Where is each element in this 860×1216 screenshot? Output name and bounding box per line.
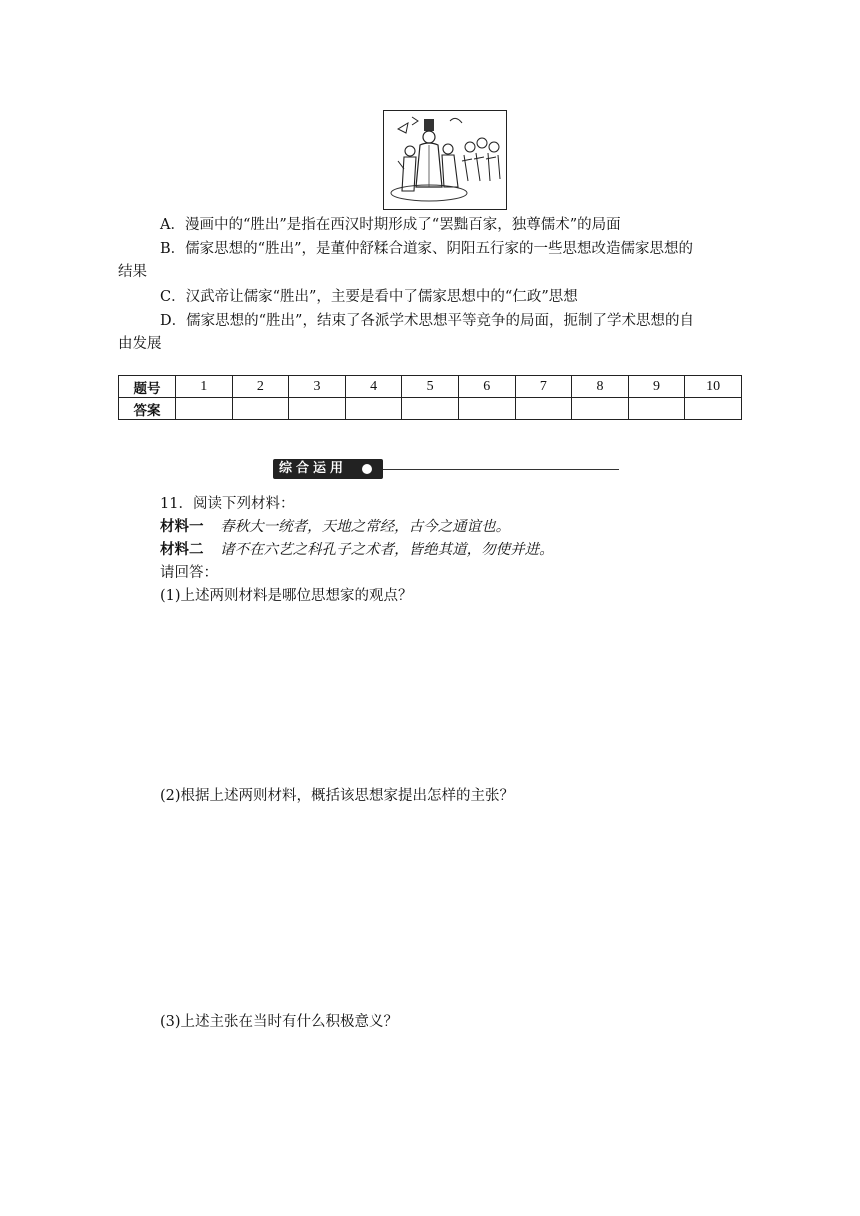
table-number-cell: 1 xyxy=(176,376,233,398)
banner-dot-icon xyxy=(362,464,372,474)
option-b-line1: B．儒家思想的“胜出”，是董仲舒糅合道家、阴阳五行家的一些思想改造儒家思想的 xyxy=(160,241,693,257)
answer-cell[interactable] xyxy=(458,398,515,420)
sub-question-3: (3)上述主张在当时有什么积极意义？ xyxy=(160,1014,399,1030)
sub-question-1: (1)上述两则材料是哪位思想家的观点？ xyxy=(160,588,413,604)
answer-cell[interactable] xyxy=(402,398,459,420)
option-a: A．漫画中的“胜出”是指在西汉时期形成了“罢黜百家，独尊儒术”的局面 xyxy=(160,217,621,233)
material-2-label: 材料二 xyxy=(160,542,204,558)
section-banner-title: 综合运用 xyxy=(279,461,348,476)
table-number-cell: 5 xyxy=(402,376,459,398)
table-number-cell: 2 xyxy=(232,376,289,398)
table-number-cell: 4 xyxy=(345,376,402,398)
cartoon-illustration xyxy=(383,110,507,210)
sub-question-2: (2)根据上述两则材料，概括该思想家提出怎样的主张？ xyxy=(160,788,515,804)
material-2-text: 诸不在六艺之科孔子之术者，皆绝其道，勿使并进。 xyxy=(220,542,554,558)
option-c: C．汉武帝让儒家“胜出”，主要是看中了儒家思想中的“仁政”思想 xyxy=(160,289,578,305)
answer-cell[interactable] xyxy=(685,398,742,420)
question-11-intro: 11．阅读下列材料： xyxy=(160,496,295,512)
answer-prompt: 请回答： xyxy=(160,565,218,581)
answer-cell[interactable] xyxy=(628,398,685,420)
option-b-line2: 结果 xyxy=(118,264,147,280)
answer-table xyxy=(118,375,742,420)
answer-cell[interactable] xyxy=(345,398,402,420)
material-2 xyxy=(160,540,554,560)
option-d-line1: D．儒家思想的“胜出”，结束了各派学术思想平等竞争的局面，扼制了学术思想的自 xyxy=(160,313,694,329)
material-1-text: 春秋大一统者，天地之常经，古今之通谊也。 xyxy=(220,519,511,535)
material-1 xyxy=(160,517,510,537)
option-d-line2: 由发展 xyxy=(118,336,162,352)
table-number-cell: 3 xyxy=(289,376,346,398)
table-number-cell: 10 xyxy=(685,376,742,398)
table-header-number: 题号 xyxy=(119,376,176,398)
cartoon-drawing xyxy=(384,111,506,209)
answer-cell[interactable] xyxy=(232,398,289,420)
answer-cell[interactable] xyxy=(515,398,572,420)
answer-cell[interactable] xyxy=(289,398,346,420)
table-number-cell: 9 xyxy=(628,376,685,398)
table-number-cell: 7 xyxy=(515,376,572,398)
table-number-cell: 6 xyxy=(458,376,515,398)
answer-cell[interactable] xyxy=(176,398,233,420)
table-number-cell: 8 xyxy=(572,376,629,398)
answer-table-answer-row xyxy=(119,398,742,420)
table-header-answer: 答案 xyxy=(119,398,176,420)
material-1-label: 材料一 xyxy=(160,519,204,535)
banner-divider xyxy=(383,469,619,470)
answer-cell[interactable] xyxy=(572,398,629,420)
answer-table-number-row xyxy=(119,376,742,398)
